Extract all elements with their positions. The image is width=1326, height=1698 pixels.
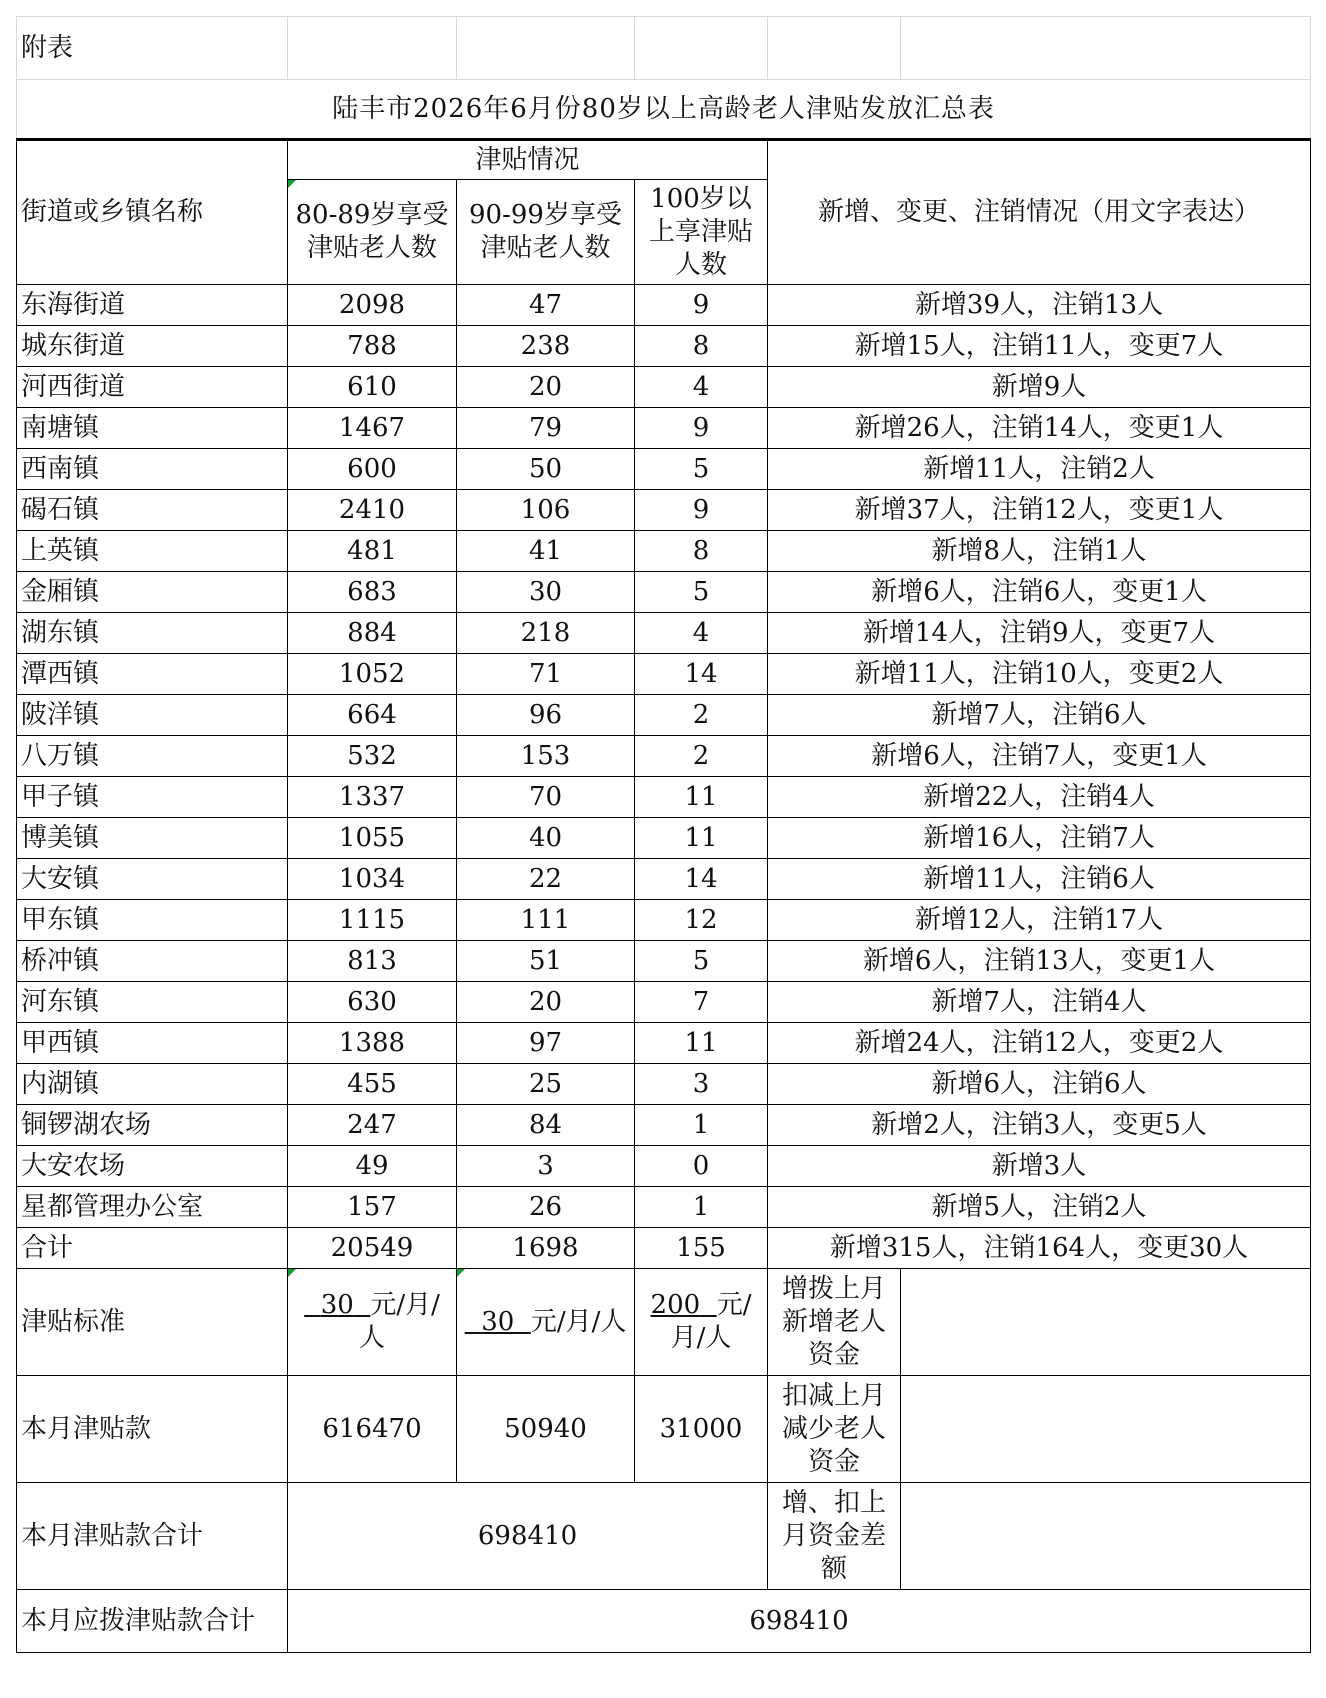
row-name: 大安镇 <box>17 859 288 900</box>
row-80-89: 2098 <box>288 285 457 326</box>
row-name: 甲东镇 <box>17 900 288 941</box>
row-name: 东海街道 <box>17 285 288 326</box>
row-80-89: 600 <box>288 449 457 490</box>
row-90-99: 20 <box>457 982 635 1023</box>
row-90-99: 47 <box>457 285 635 326</box>
row-80-89: 664 <box>288 695 457 736</box>
standard-100-unit: 元/月/人 <box>670 1290 752 1353</box>
row-changes: 新增11人，注销6人 <box>768 859 1311 900</box>
row-name: 星都管理办公室 <box>17 1187 288 1228</box>
row-90-99: 79 <box>457 408 635 449</box>
row-90-99: 50 <box>457 449 635 490</box>
header-90-99: 90-99岁享受津贴老人数 <box>457 180 635 285</box>
table-row <box>17 1146 1311 1187</box>
row-90-99: 70 <box>457 777 635 818</box>
row-100: 9 <box>635 285 768 326</box>
row-changes: 新增39人，注销13人 <box>768 285 1311 326</box>
row-80-89: 455 <box>288 1064 457 1105</box>
row-80-89: 481 <box>288 531 457 572</box>
row-100: 9 <box>635 408 768 449</box>
table-row <box>17 654 1311 695</box>
empty-cell[interactable] <box>901 17 1311 80</box>
row-80-89: 610 <box>288 367 457 408</box>
table-row <box>17 490 1311 531</box>
row-changes: 新增7人，注销6人 <box>768 695 1311 736</box>
total-100: 155 <box>635 1228 768 1269</box>
row-changes: 新增22人，注销4人 <box>768 777 1311 818</box>
table-row <box>17 285 1311 326</box>
row-100: 11 <box>635 777 768 818</box>
standard-90-99 <box>457 1269 635 1376</box>
row-name: 河西街道 <box>17 367 288 408</box>
final-value: 698410 <box>288 1590 1311 1653</box>
side-value-new-funds[interactable] <box>901 1269 1311 1376</box>
row-80-89: 813 <box>288 941 457 982</box>
side-value-diff[interactable] <box>901 1483 1311 1590</box>
table-row <box>17 1105 1311 1146</box>
row-name: 河东镇 <box>17 982 288 1023</box>
appendix-label: 附表 <box>17 17 288 80</box>
row-90-99: 153 <box>457 736 635 777</box>
row-changes: 新增6人，注销6人，变更1人 <box>768 572 1311 613</box>
total-label: 合计 <box>17 1228 288 1269</box>
table-row <box>17 982 1311 1023</box>
row-name: 博美镇 <box>17 818 288 859</box>
row-100: 9 <box>635 490 768 531</box>
row-changes: 新增9人 <box>768 367 1311 408</box>
row-changes: 新增3人 <box>768 1146 1311 1187</box>
row-90-99: 25 <box>457 1064 635 1105</box>
side-value-deduct-funds[interactable] <box>901 1376 1311 1483</box>
table-row <box>17 408 1311 449</box>
row-80-89: 157 <box>288 1187 457 1228</box>
row-name: 城东街道 <box>17 326 288 367</box>
empty-cell[interactable] <box>635 17 768 80</box>
table-row <box>17 695 1311 736</box>
row-name: 铜锣湖农场 <box>17 1105 288 1146</box>
table-row <box>17 777 1311 818</box>
row-100: 4 <box>635 367 768 408</box>
standard-80-89-unit: 元/月/人 <box>358 1290 440 1353</box>
row-name: 上英镇 <box>17 531 288 572</box>
row-name: 陂洋镇 <box>17 695 288 736</box>
row-90-99: 20 <box>457 367 635 408</box>
empty-cell[interactable] <box>457 17 635 80</box>
row-80-89: 1467 <box>288 408 457 449</box>
row-100: 5 <box>635 449 768 490</box>
row-100: 4 <box>635 613 768 654</box>
row-80-89: 1055 <box>288 818 457 859</box>
row-100: 0 <box>635 1146 768 1187</box>
row-80-89: 683 <box>288 572 457 613</box>
table-row <box>17 900 1311 941</box>
row-100: 12 <box>635 900 768 941</box>
row-100: 11 <box>635 818 768 859</box>
row-100: 1 <box>635 1105 768 1146</box>
spreadsheet <box>16 16 1310 1653</box>
row-name: 西南镇 <box>17 449 288 490</box>
row-changes: 新增6人，注销7人，变更1人 <box>768 736 1311 777</box>
row-90-99: 41 <box>457 531 635 572</box>
row-100: 14 <box>635 859 768 900</box>
row-100: 8 <box>635 531 768 572</box>
payment-100: 31000 <box>635 1376 768 1483</box>
row-name: 碣石镇 <box>17 490 288 531</box>
table-row <box>17 736 1311 777</box>
row-90-99: 96 <box>457 695 635 736</box>
row-80-89: 630 <box>288 982 457 1023</box>
row-90-99: 218 <box>457 613 635 654</box>
standard-100 <box>635 1269 768 1376</box>
row-100: 11 <box>635 1023 768 1064</box>
row-name: 大安农场 <box>17 1146 288 1187</box>
total-90-99: 1698 <box>457 1228 635 1269</box>
header-changes: 新增、变更、注销情况（用文字表达） <box>768 141 1311 285</box>
row-name: 甲西镇 <box>17 1023 288 1064</box>
row-80-89: 1052 <box>288 654 457 695</box>
row-90-99: 71 <box>457 654 635 695</box>
row-80-89: 1337 <box>288 777 457 818</box>
table-row <box>17 1187 1311 1228</box>
side-label-diff: 增、扣上月资金差额 <box>768 1483 901 1590</box>
row-changes: 新增2人，注销3人，变更5人 <box>768 1105 1311 1146</box>
side-label-new-funds: 增拨上月新增老人资金 <box>768 1269 901 1376</box>
row-name: 湖东镇 <box>17 613 288 654</box>
header-name: 街道或乡镇名称 <box>17 141 288 285</box>
standard-100-amount: 200 <box>650 1290 701 1320</box>
row-changes: 新增37人，注销12人，变更1人 <box>768 490 1311 531</box>
row-name: 潭西镇 <box>17 654 288 695</box>
row-changes: 新增16人，注销7人 <box>768 818 1311 859</box>
row-100: 1 <box>635 1187 768 1228</box>
table-row <box>17 1023 1311 1064</box>
standard-80-89-amount: 30 <box>320 1290 354 1320</box>
row-name: 桥冲镇 <box>17 941 288 982</box>
row-100: 2 <box>635 736 768 777</box>
total-changes: 新增315人，注销164人，变更30人 <box>768 1228 1311 1269</box>
row-80-89: 788 <box>288 326 457 367</box>
table-row <box>17 613 1311 654</box>
table-row <box>17 941 1311 982</box>
table-row <box>17 818 1311 859</box>
standard-90-99-unit: 元/月/人 <box>530 1306 627 1337</box>
row-80-89: 1034 <box>288 859 457 900</box>
table-row <box>17 572 1311 613</box>
final-label: 本月应拨津贴款合计 <box>17 1590 288 1653</box>
row-90-99: 40 <box>457 818 635 859</box>
table-row <box>17 449 1311 490</box>
row-changes: 新增6人，注销6人 <box>768 1064 1311 1105</box>
table-row <box>17 367 1311 408</box>
row-changes: 新增26人，注销14人，变更1人 <box>768 408 1311 449</box>
payment-80-89: 616470 <box>288 1376 457 1483</box>
row-90-99: 22 <box>457 859 635 900</box>
row-80-89: 532 <box>288 736 457 777</box>
row-name: 金厢镇 <box>17 572 288 613</box>
row-name: 南塘镇 <box>17 408 288 449</box>
table-row <box>17 326 1311 367</box>
row-name: 八万镇 <box>17 736 288 777</box>
header-80-89: 80-89岁享受津贴老人数 <box>288 180 457 285</box>
total-80-89: 20549 <box>288 1228 457 1269</box>
row-changes: 新增6人，注销13人，变更1人 <box>768 941 1311 982</box>
page-title: 陆丰市2026年6月份80岁以上高龄老人津贴发放汇总表 <box>17 80 1311 140</box>
row-90-99: 111 <box>457 900 635 941</box>
row-changes: 新增15人，注销11人，变更7人 <box>768 326 1311 367</box>
standard-90-99-amount: 30 <box>481 1306 515 1337</box>
row-90-99: 84 <box>457 1105 635 1146</box>
row-100: 2 <box>635 695 768 736</box>
row-changes: 新增12人，注销17人 <box>768 900 1311 941</box>
header-group: 津贴情况 <box>288 141 768 180</box>
summary-table <box>16 140 1311 1653</box>
row-changes: 新增11人，注销2人 <box>768 449 1311 490</box>
row-changes: 新增11人，注销10人，变更2人 <box>768 654 1311 695</box>
row-80-89: 247 <box>288 1105 457 1146</box>
standard-label: 津贴标准 <box>17 1269 288 1376</box>
row-90-99: 238 <box>457 326 635 367</box>
payment-sum-label: 本月津贴款合计 <box>17 1483 288 1590</box>
row-90-99: 26 <box>457 1187 635 1228</box>
empty-cell[interactable] <box>768 17 901 80</box>
row-90-99: 106 <box>457 490 635 531</box>
row-80-89: 1115 <box>288 900 457 941</box>
row-changes: 新增8人，注销1人 <box>768 531 1311 572</box>
row-name: 内湖镇 <box>17 1064 288 1105</box>
row-100: 3 <box>635 1064 768 1105</box>
row-100: 14 <box>635 654 768 695</box>
table-row <box>17 859 1311 900</box>
row-changes: 新增24人，注销12人，变更2人 <box>768 1023 1311 1064</box>
row-100: 5 <box>635 572 768 613</box>
side-label-deduct-funds: 扣减上月减少老人资金 <box>768 1376 901 1483</box>
row-changes: 新增14人，注销9人，变更7人 <box>768 613 1311 654</box>
row-90-99: 97 <box>457 1023 635 1064</box>
row-80-89: 2410 <box>288 490 457 531</box>
row-100: 7 <box>635 982 768 1023</box>
row-90-99: 51 <box>457 941 635 982</box>
row-name: 甲子镇 <box>17 777 288 818</box>
table-row <box>17 1064 1311 1105</box>
payment-sum-value: 698410 <box>288 1483 768 1590</box>
row-80-89: 1388 <box>288 1023 457 1064</box>
standard-80-89 <box>288 1269 457 1376</box>
row-80-89: 49 <box>288 1146 457 1187</box>
row-90-99: 30 <box>457 572 635 613</box>
row-80-89: 884 <box>288 613 457 654</box>
table-row <box>17 531 1311 572</box>
title-grid <box>16 16 1311 140</box>
payment-label: 本月津贴款 <box>17 1376 288 1483</box>
payment-90-99: 50940 <box>457 1376 635 1483</box>
row-100: 8 <box>635 326 768 367</box>
empty-cell[interactable] <box>288 17 457 80</box>
row-changes: 新增5人，注销2人 <box>768 1187 1311 1228</box>
header-100: 100岁以上享津贴人数 <box>635 180 768 285</box>
row-changes: 新增7人，注销4人 <box>768 982 1311 1023</box>
row-90-99: 3 <box>457 1146 635 1187</box>
row-100: 5 <box>635 941 768 982</box>
